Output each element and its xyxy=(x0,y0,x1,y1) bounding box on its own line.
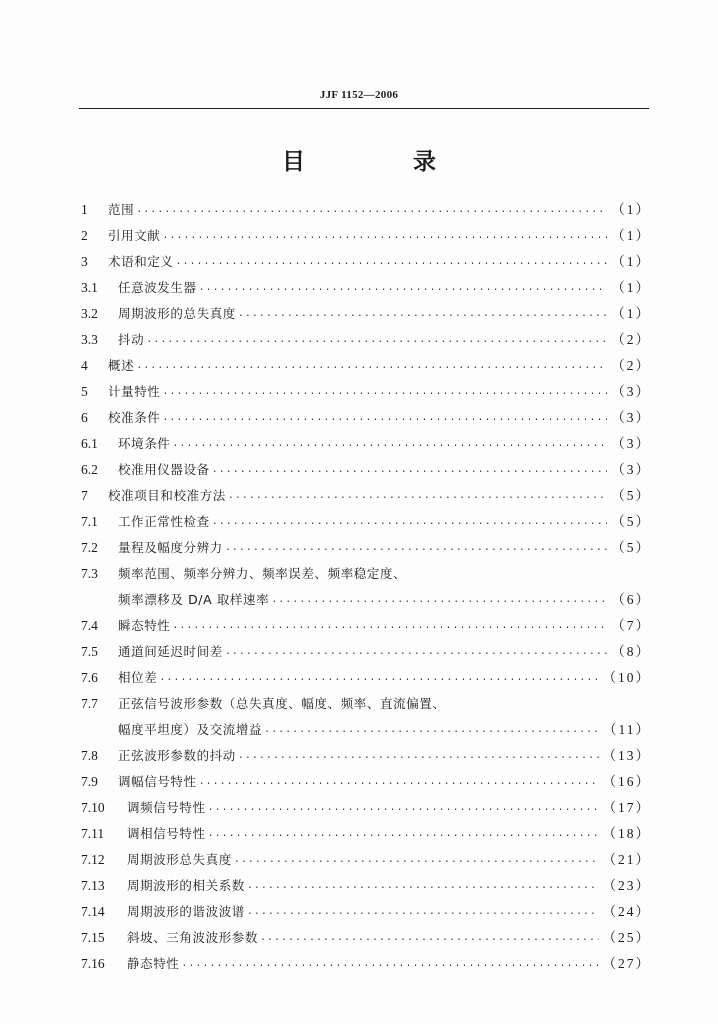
toc-entry-page: （3） xyxy=(611,384,651,399)
toc-entry-page: （16） xyxy=(602,774,651,789)
toc-entry-page: （27） xyxy=(602,956,651,971)
toc-entry-label: 正弦波形参数的抖动 xyxy=(118,748,236,763)
toc-entry-label: 通道间延迟时间差 xyxy=(118,644,223,659)
toc-entry-number: 2 xyxy=(81,228,88,243)
toc-entry-number: 7.9 xyxy=(81,774,98,789)
toc-entry-page: （18） xyxy=(602,826,651,841)
toc-entry[interactable] xyxy=(81,275,651,301)
toc-entry-number: 7.1 xyxy=(81,514,98,529)
toc-entry-label: 术语和定义 xyxy=(108,254,174,269)
toc-entry[interactable] xyxy=(81,197,651,223)
toc-entry-number: 3 xyxy=(81,254,88,269)
toc-entry[interactable] xyxy=(81,951,651,977)
toc-entry-label: 校准条件 xyxy=(108,410,161,425)
toc-entry-number: 7.7 xyxy=(81,696,98,711)
toc-entry-number: 7.8 xyxy=(81,748,98,763)
toc-entry-label: 计量特性 xyxy=(108,384,161,399)
leader-dots xyxy=(181,954,598,980)
toc-entry[interactable] xyxy=(81,873,651,899)
toc-entry-number: 7.10 xyxy=(81,800,105,815)
toc-entry-page: （1） xyxy=(611,280,651,295)
toc-entry-label: 任意波发生器 xyxy=(118,280,197,295)
toc-entry-page: （23） xyxy=(602,878,651,893)
standard-code: JJF 1152—2006 xyxy=(319,89,399,101)
toc-entry-number: 7.5 xyxy=(81,644,98,659)
toc-entry[interactable] xyxy=(81,509,651,535)
toc-entry-number: 6.1 xyxy=(81,436,98,451)
toc-entry-number: 7 xyxy=(81,488,88,503)
toc-entry-label: 频率范围、频率分辨力、频率误差、频率稳定度、 xyxy=(118,566,407,581)
toc-entry-label: 正弦信号波形参数（总失真度、幅度、频率、直流偏置、 xyxy=(118,696,446,711)
toc-entry-label: 周期波形的相关系数 xyxy=(127,878,245,893)
toc-entry-label: 瞬态特性 xyxy=(118,618,171,633)
toc-entry[interactable] xyxy=(81,899,651,925)
toc-entry-page: （1） xyxy=(611,306,651,321)
toc-entry[interactable] xyxy=(81,795,651,821)
toc-entry[interactable] xyxy=(81,613,651,639)
toc-entry-label: 调相信号特性 xyxy=(127,826,206,841)
toc-entry-number: 7.11 xyxy=(81,826,105,841)
toc-entry[interactable] xyxy=(81,327,651,353)
toc-entry-label: 调频信号特性 xyxy=(127,800,206,815)
toc-entry-number: 4 xyxy=(81,358,88,373)
toc-entry[interactable] xyxy=(81,379,651,405)
toc-entry[interactable] xyxy=(81,847,651,873)
toc-entry-page: （3） xyxy=(611,436,651,451)
toc-entry-label: 工作正常性检查 xyxy=(118,514,210,529)
header-rule xyxy=(79,108,649,109)
toc-entry-label: 环境条件 xyxy=(118,436,171,451)
toc-entry-label: 校准用仪器设备 xyxy=(118,462,210,477)
toc-entry[interactable] xyxy=(81,743,651,769)
toc-entry[interactable] xyxy=(81,691,651,743)
toc-entry-label: 相位差 xyxy=(118,670,158,685)
toc-entry-number: 3.3 xyxy=(81,332,98,347)
toc-entry-page: （5） xyxy=(611,540,651,555)
toc-entry-number: 3.2 xyxy=(81,306,98,321)
toc-entry[interactable] xyxy=(81,769,651,795)
toc-entry-page: （3） xyxy=(611,462,651,477)
toc-entry[interactable] xyxy=(81,925,651,951)
toc-entry[interactable] xyxy=(81,535,651,561)
toc-entry[interactable] xyxy=(81,639,651,665)
toc-entry-page: （24） xyxy=(602,904,651,919)
toc-entry[interactable] xyxy=(81,431,651,457)
toc-entry-number: 7.4 xyxy=(81,618,98,633)
toc-entry-number: 7.12 xyxy=(81,852,105,867)
toc-entry-number: 7.15 xyxy=(81,930,105,945)
toc-entry-page: （10） xyxy=(602,670,651,685)
toc-entry-page: （8） xyxy=(611,644,651,659)
toc-title: 目 录 xyxy=(281,149,486,175)
toc-entry[interactable] xyxy=(81,249,651,275)
toc-entry-number: 7.16 xyxy=(81,956,105,971)
toc-entry[interactable] xyxy=(81,353,651,379)
toc-entry-page: （21） xyxy=(602,852,651,867)
toc-entry-page: （6） xyxy=(611,592,651,607)
toc-entry-page: （3） xyxy=(611,410,651,425)
toc-entry-number: 7.6 xyxy=(81,670,98,685)
toc-entry-number: 3.1 xyxy=(81,280,98,295)
toc-entry-label: 静态特性 xyxy=(127,956,180,971)
toc-entry-number: 7.2 xyxy=(81,540,98,555)
toc-entry[interactable] xyxy=(81,457,651,483)
toc-entry[interactable] xyxy=(81,821,651,847)
toc-entry-page: （1） xyxy=(611,202,651,217)
toc-entry-number: 5 xyxy=(81,384,88,399)
toc-entry[interactable] xyxy=(81,223,651,249)
toc-entry-page: （1） xyxy=(611,254,651,269)
toc-entry-page: （13） xyxy=(602,748,651,763)
toc-entry-label-continued: 频率漂移及 D/A 取样速率 xyxy=(118,592,270,607)
toc-entry-label: 周期波形的总失真度 xyxy=(118,306,236,321)
toc-entry-page: （5） xyxy=(611,488,651,503)
toc-entry-label: 斜坡、三角波波形参数 xyxy=(127,930,259,945)
toc-entry-page: （2） xyxy=(611,358,651,373)
toc-entry-label: 抖动 xyxy=(118,332,145,347)
toc-entry-page: （17） xyxy=(602,800,651,815)
toc-entry[interactable] xyxy=(81,301,651,327)
toc-entry-number: 1 xyxy=(81,202,88,217)
toc-entry-label: 概述 xyxy=(108,358,135,373)
toc-entry-label: 周期波形总失真度 xyxy=(127,852,232,867)
toc-entry-page: （5） xyxy=(611,514,651,529)
toc-entry-number: 6.2 xyxy=(81,462,98,477)
toc-entry-number: 7.13 xyxy=(81,878,105,893)
toc-entry-number: 6 xyxy=(81,410,88,425)
toc-entry-label: 调幅信号特性 xyxy=(118,774,197,789)
toc-entry-number: 7.14 xyxy=(81,904,105,919)
toc-entry[interactable] xyxy=(81,561,651,613)
toc-entry-page: （25） xyxy=(602,930,651,945)
toc-entry[interactable] xyxy=(81,665,651,691)
toc-entry-number: 7.3 xyxy=(81,566,98,581)
toc-entry-label: 范围 xyxy=(108,202,135,217)
toc-entry[interactable] xyxy=(81,483,651,509)
toc-entry-page: （7） xyxy=(611,618,651,633)
toc-entry-label-continued: 幅度平坦度）及交流增益 xyxy=(118,722,263,737)
table-of-contents xyxy=(81,197,651,977)
toc-entry[interactable] xyxy=(81,405,651,431)
toc-entry-label: 校准项目和校准方法 xyxy=(108,488,226,503)
toc-entry-page: （1） xyxy=(611,228,651,243)
toc-entry-label: 周期波形的谐波波谱 xyxy=(127,904,245,919)
toc-entry-page: （11） xyxy=(603,722,651,737)
toc-entry-label: 引用文献 xyxy=(108,228,161,243)
toc-entry-page: （2） xyxy=(611,332,651,347)
toc-entry-label: 量程及幅度分辨力 xyxy=(118,540,223,555)
